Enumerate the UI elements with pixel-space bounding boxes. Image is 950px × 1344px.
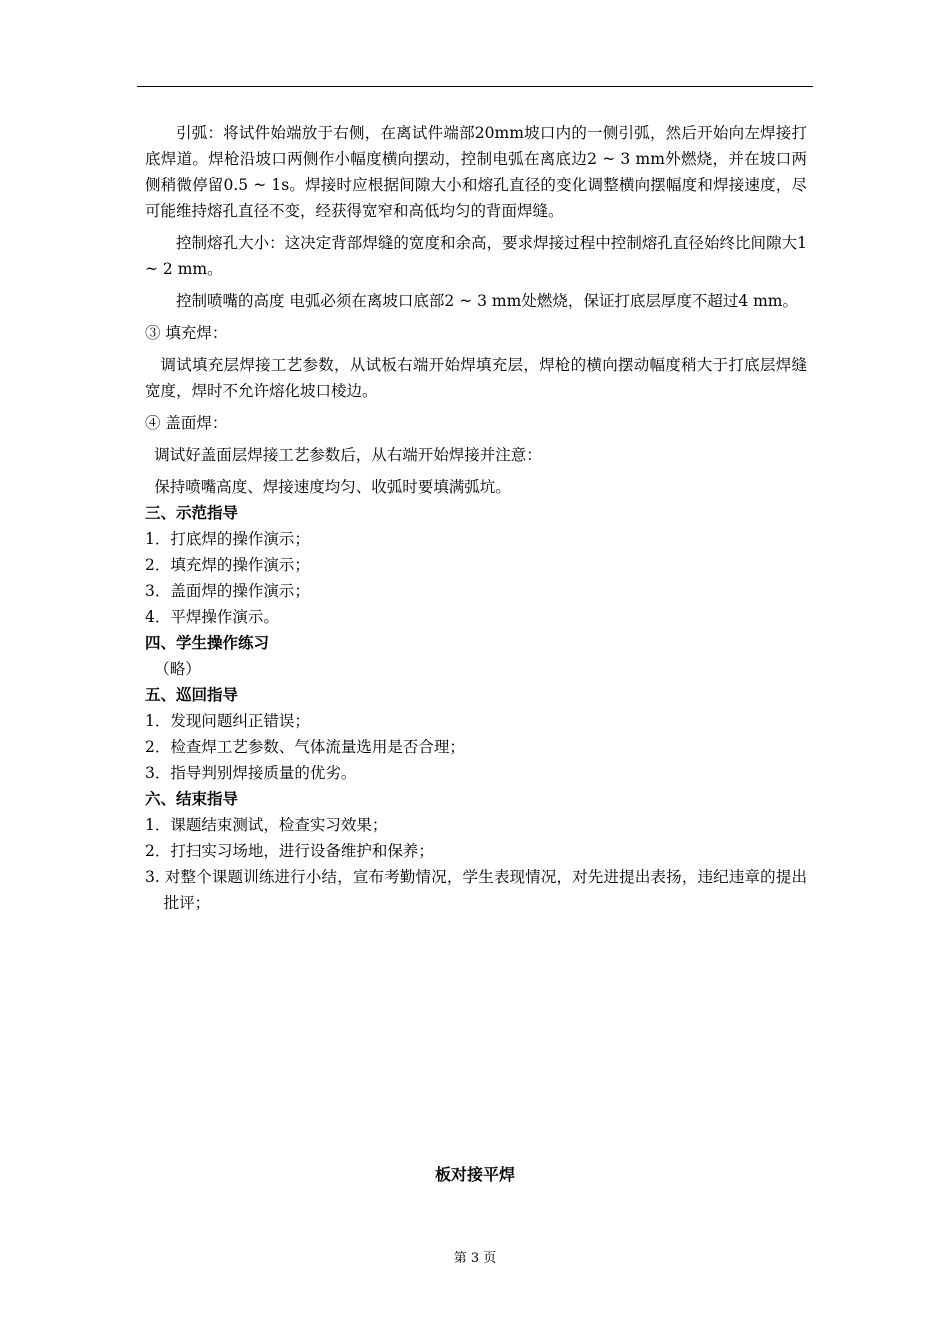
list-item: 3．指导判别焊接质量的优劣。 — [145, 764, 357, 782]
paragraph-fill-weld: 调试填充层焊接工艺参数，从试板右端开始焊填充层，焊枪的横向摆动幅度稍大于打底层焊缝宽度，焊时不允许熔化坡口棱边。 — [145, 356, 807, 400]
next-section-title: 板对接平焊 — [434, 1165, 515, 1184]
list-item: 2．打扫实习场地，进行设备维护和保养； — [145, 842, 434, 860]
list-item: 4．平焊操作演示。 — [145, 608, 279, 626]
list-item: 1．课题结束测试，检查实习效果； — [145, 816, 388, 834]
page-number: 第 3 页 — [453, 1251, 497, 1266]
subheading-fill-weld: ③ 填充焊： — [145, 324, 228, 342]
omitted-note: （略） — [154, 660, 201, 678]
list-item: 3．盖面焊的操作演示； — [145, 582, 310, 600]
list-item: 2．填充焊的操作演示； — [145, 556, 310, 574]
section-heading-end: 六、结束指导 — [145, 790, 239, 808]
paragraph-arc-start: 引弧：将试件始端放于右侧，在离试件端部20mm坡口内的一侧引弧，然后开始向左焊接打底焊道。焊枪沿坡口两侧作小幅度横向摆动，控制电弧在离底边2 ~ 3 mm外燃烧，并在坡口两侧稍微停留0.5 ~ 1s。焊接时应根据间隙大小和熔孔直径的变化调整横向摆幅度和焊接速度，尽可能维持熔孔直径不变，经获得宽窄和高低均匀的背面焊缝。 — [145, 124, 807, 220]
paragraph-cover-notes: 保持喷嘴高度、焊接速度均匀、收弧时要填满弧坑。 — [154, 478, 511, 496]
page-content — [145, 120, 807, 916]
paragraph-cover-weld: 调试好盖面层焊接工艺参数后，从右端开始焊接并注意： — [154, 446, 542, 464]
paragraph-hole-size: 控制熔孔大小：这决定背部焊缝的宽度和余高，要求焊接过程中控制熔孔直径始终比间隙大1 ~ 2 mm。 — [145, 234, 807, 278]
section-heading-tour: 五、巡回指导 — [145, 686, 239, 704]
header-rule — [137, 86, 813, 87]
list-item: 1．打底焊的操作演示； — [145, 530, 310, 548]
section-heading-demo: 三、示范指导 — [145, 504, 239, 522]
subheading-cover-weld: ④ 盖面焊： — [145, 414, 228, 432]
paragraph-nozzle-height: 控制喷嘴的高度 电弧必须在离坡口底部2 ~ 3 mm处燃烧，保证打底层厚度不超过4 mm。 — [176, 292, 799, 310]
section-heading-practice: 四、学生操作练习 — [145, 634, 270, 652]
list-item: 1．发现问题纠正错误； — [145, 712, 310, 730]
list-item: 3. 对整个课题训练进行小结，宣布考勤情况，学生表现情况，对先进提出表扬，违纪违章的提出批评； — [145, 868, 807, 912]
list-item: 2．检查焊工艺参数、气体流量选用是否合理； — [145, 738, 465, 756]
